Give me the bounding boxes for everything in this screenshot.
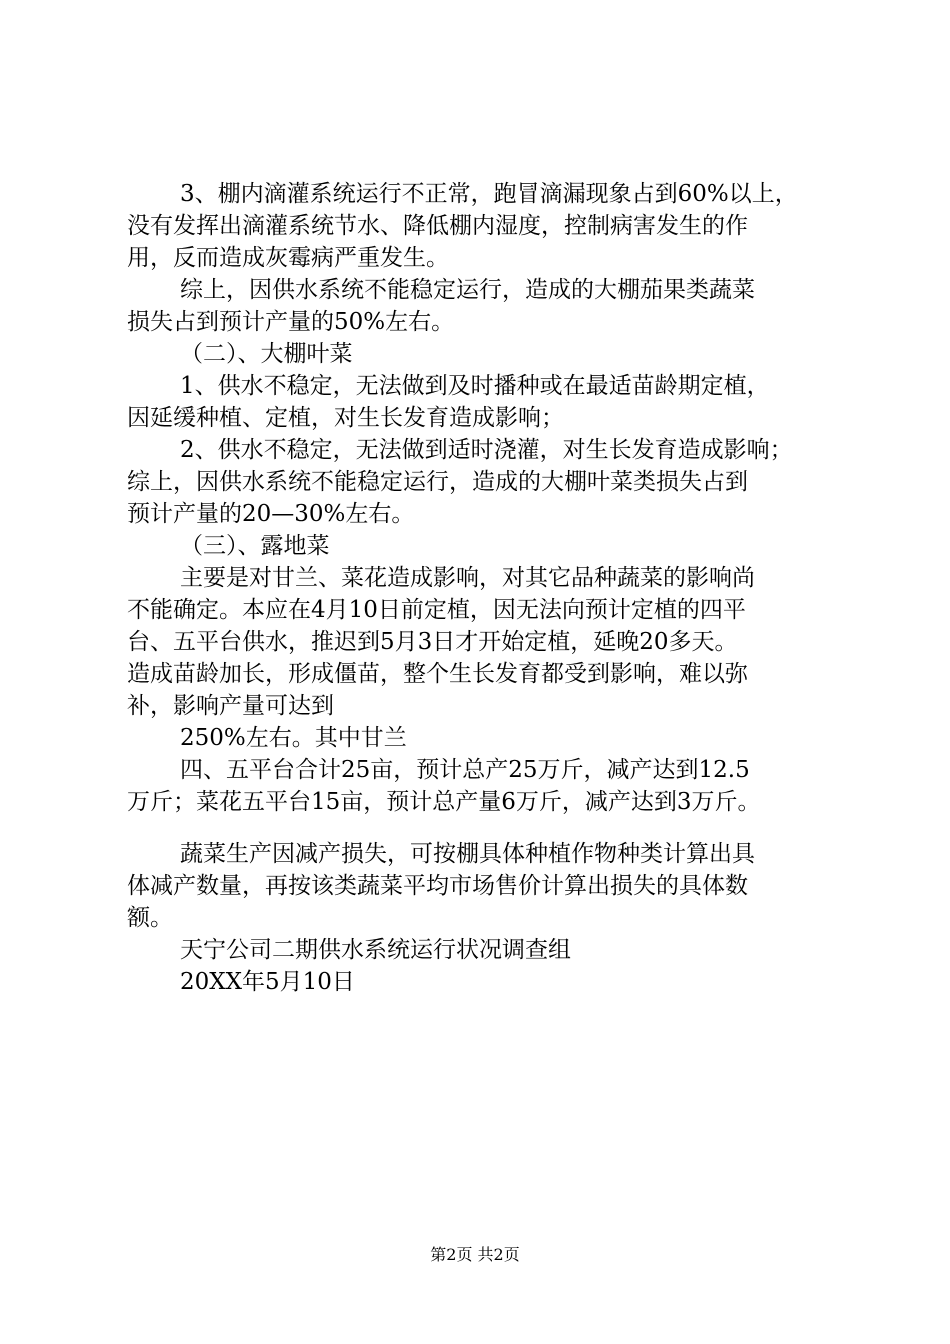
text-line-23: 额。 [127,905,173,931]
signature-date: 20XX年5月10日 [180,969,355,995]
text-line-10: 综上，因供水系统不能稳定运行，造成的大棚叶菜类损失占到 [127,469,748,495]
text-line-5: 损失占到预计产量的50%左右。 [127,309,455,335]
text-line-18: 250%左右。其中甘兰 [180,725,407,751]
text-line-15: 台、五平台供水，推迟到5月3日才开始定植，延晚20多天。 [127,629,738,655]
text-line-4: 综上，因供水系统不能稳定运行，造成的大棚茄果类蔬菜 [180,277,755,303]
text-line-14: 不能确定。本应在4月10日前定植，因无法向预计定植的四平 [127,597,746,623]
text-line-8: 因延缓种植、定植，对生长发育造成影响； [127,405,564,431]
text-line-20: 万斤；菜花五平台15亩，预计总产量6万斤，减产达到3万斤。 [127,789,761,815]
text-line-3: 用，反而造成灰霉病严重发生。 [127,245,449,271]
text-line-7: 1、供水不稳定，无法做到及时播种或在最适苗龄期定植， [180,373,770,399]
text-line-2: 没有发挥出滴灌系统节水、降低棚内湿度，控制病害发生的作 [127,213,748,239]
text-line-9: 2、供水不稳定，无法做到适时浇灌，对生长发育造成影响； [180,437,793,463]
section-heading-greenhouse-leafy: （二）、大棚叶菜 [180,341,353,367]
signature-organization: 天宁公司二期供水系统运行状况调查组 [180,937,571,963]
text-line-21: 蔬菜生产因减产损失，可按棚具体种植作物种类计算出具 [180,841,755,867]
page-number-footer: 第2页 共2页 [430,1245,520,1264]
text-line-1: 3、棚内滴灌系统运行不正常，跑冒滴漏现象占到60%以上， [180,181,798,207]
text-line-19: 四、五平台合计25亩，预计总产25万斤，减产达到12.5 [180,757,750,783]
text-line-16: 造成苗龄加长，形成僵苗，整个生长发育都受到影响，难以弥 [127,661,748,687]
text-line-13: 主要是对甘兰、菜花造成影响，对其它品种蔬菜的影响尚 [180,565,755,591]
text-line-22: 体减产数量，再按该类蔬菜平均市场售价计算出损失的具体数 [127,873,748,899]
text-line-17: 补，影响产量可达到 [127,693,334,719]
section-heading-open-field: （三）、露地菜 [180,533,330,559]
text-line-11: 预计产量的20—30%左右。 [127,501,415,527]
